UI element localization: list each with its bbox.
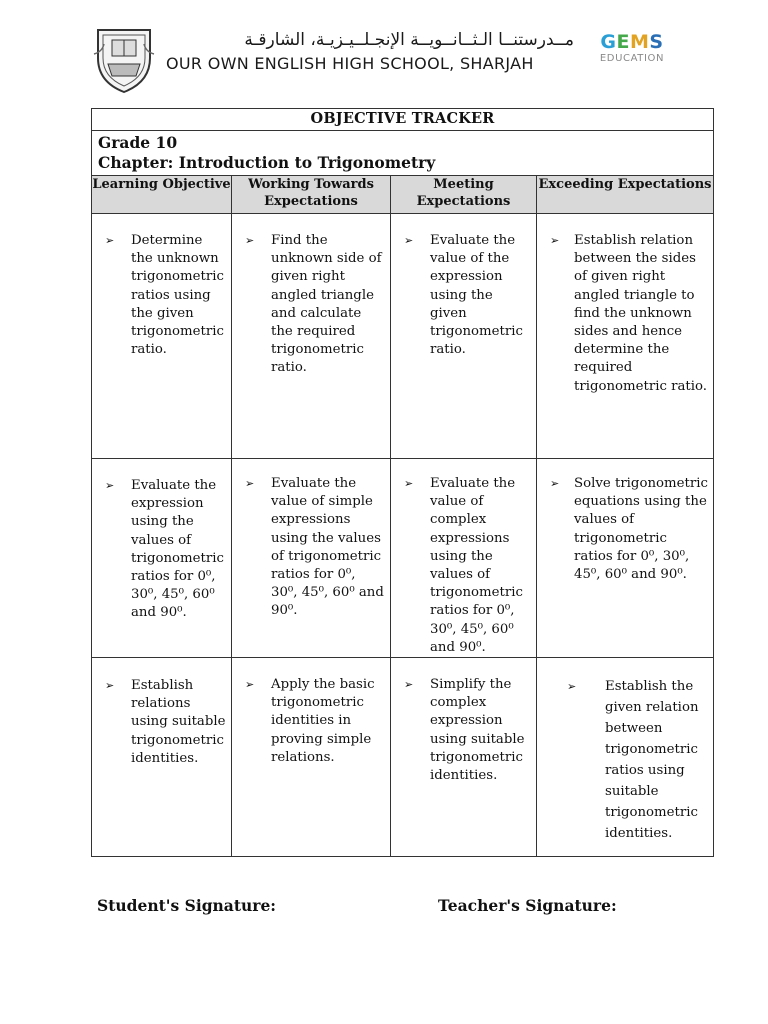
letterhead [88,22,678,96]
table-row [92,459,714,658]
table-cell: ➢ Establish the given relation between trigonometric ratios using suitable trigonometric identities. [537,658,714,857]
bullet-arrow-icon: ➢ [245,234,255,247]
teacher-signature-label: Teacher's Signature: [438,896,617,915]
table-cell: ➢ Evaluate the expression using the values of trigonometric ratios for 0⁰, 30⁰, 45⁰, 60⁰ and 90⁰. [92,459,232,658]
bullet-arrow-icon: ➢ [245,477,255,490]
column-header-meeting: Meeting Expectations [391,176,537,214]
table-cell: ➢ Determine the unknown trigonometric ratios using the given trigonometric ratio. [92,214,232,459]
bullet-arrow-icon: ➢ [550,234,560,247]
bullet-arrow-icon: ➢ [105,679,115,693]
table-cell: ➢ Evaluate the value of the expression using the given trigonometric ratio. [391,214,537,459]
bullet-arrow-icon: ➢ [404,678,414,692]
bullet-arrow-icon: ➢ [105,479,115,492]
column-header-learning-objective: Learning Objective [92,176,232,214]
table-cell: ➢ Establish relations using suitable trigonometric identities. [92,658,232,857]
bullet-arrow-icon: ➢ [404,477,414,490]
gems-subtitle: EDUCATION [599,53,665,64]
table-row [92,658,714,857]
table-cell: ➢ Simplify the complex expression using suitable trigonometric identities. [391,658,537,857]
chapter-label: Chapter: Introduction to Trigonometry [98,153,436,172]
bullet-arrow-icon: ➢ [550,477,560,490]
header-row [92,176,714,214]
table-cell: ➢ Find the unknown side of given right angled triangle and calculate the required trigonometric ratio. [232,214,391,459]
bullet-arrow-icon: ➢ [245,678,255,692]
student-signature-label: Student's Signature: [97,896,277,915]
table-cell: ➢ Evaluate the value of complex expressions using the values of trigonometric ratios for 0⁰, 30⁰, 45⁰, 60⁰ and 90⁰. [391,459,537,658]
column-header-working-towards: Working Towards Expectations [232,176,391,214]
table-cell: ➢ Solve trigonometric equations using the values of trigonometric ratios for 0⁰, 30⁰, 45⁰, 60⁰ and 90⁰. [537,459,714,658]
gems-education-logo [594,32,670,64]
school-name: OUR OWN ENGLISH HIGH SCHOOL, SHARJAH [166,54,534,73]
bullet-arrow-icon: ➢ [567,680,577,694]
table-cell: ➢ Apply the basic trigonometric identities in proving simple relations. [232,658,391,857]
grade-label: Grade 10 [98,133,178,152]
column-header-exceeding: Exceeding Expectations [537,176,714,214]
school-crest-logo [92,24,156,94]
table-cell: ➢ Establish relation between the sides of given right angled triangle to find the unknown sides and hence determine the required trigonometric ratio. [537,214,714,459]
bullet-arrow-icon: ➢ [404,234,414,247]
school-name-arabic: مــدرستنــا الـثــانــويــة الإنجـلــيـزيـة، الشارقـة [244,30,574,50]
objective-tracker-table [91,108,714,857]
bullet-arrow-icon: ➢ [105,234,115,247]
table-row [92,214,714,459]
table-cell: ➢ Evaluate the value of simple expressions using the values of trigonometric ratios for 0⁰, 30⁰, 45⁰, 60⁰ and 90⁰. [232,459,391,658]
table-title: OBJECTIVE TRACKER [92,109,714,131]
gems-logo-text: GEMS [600,31,664,53]
grade-chapter-cell [92,131,714,176]
